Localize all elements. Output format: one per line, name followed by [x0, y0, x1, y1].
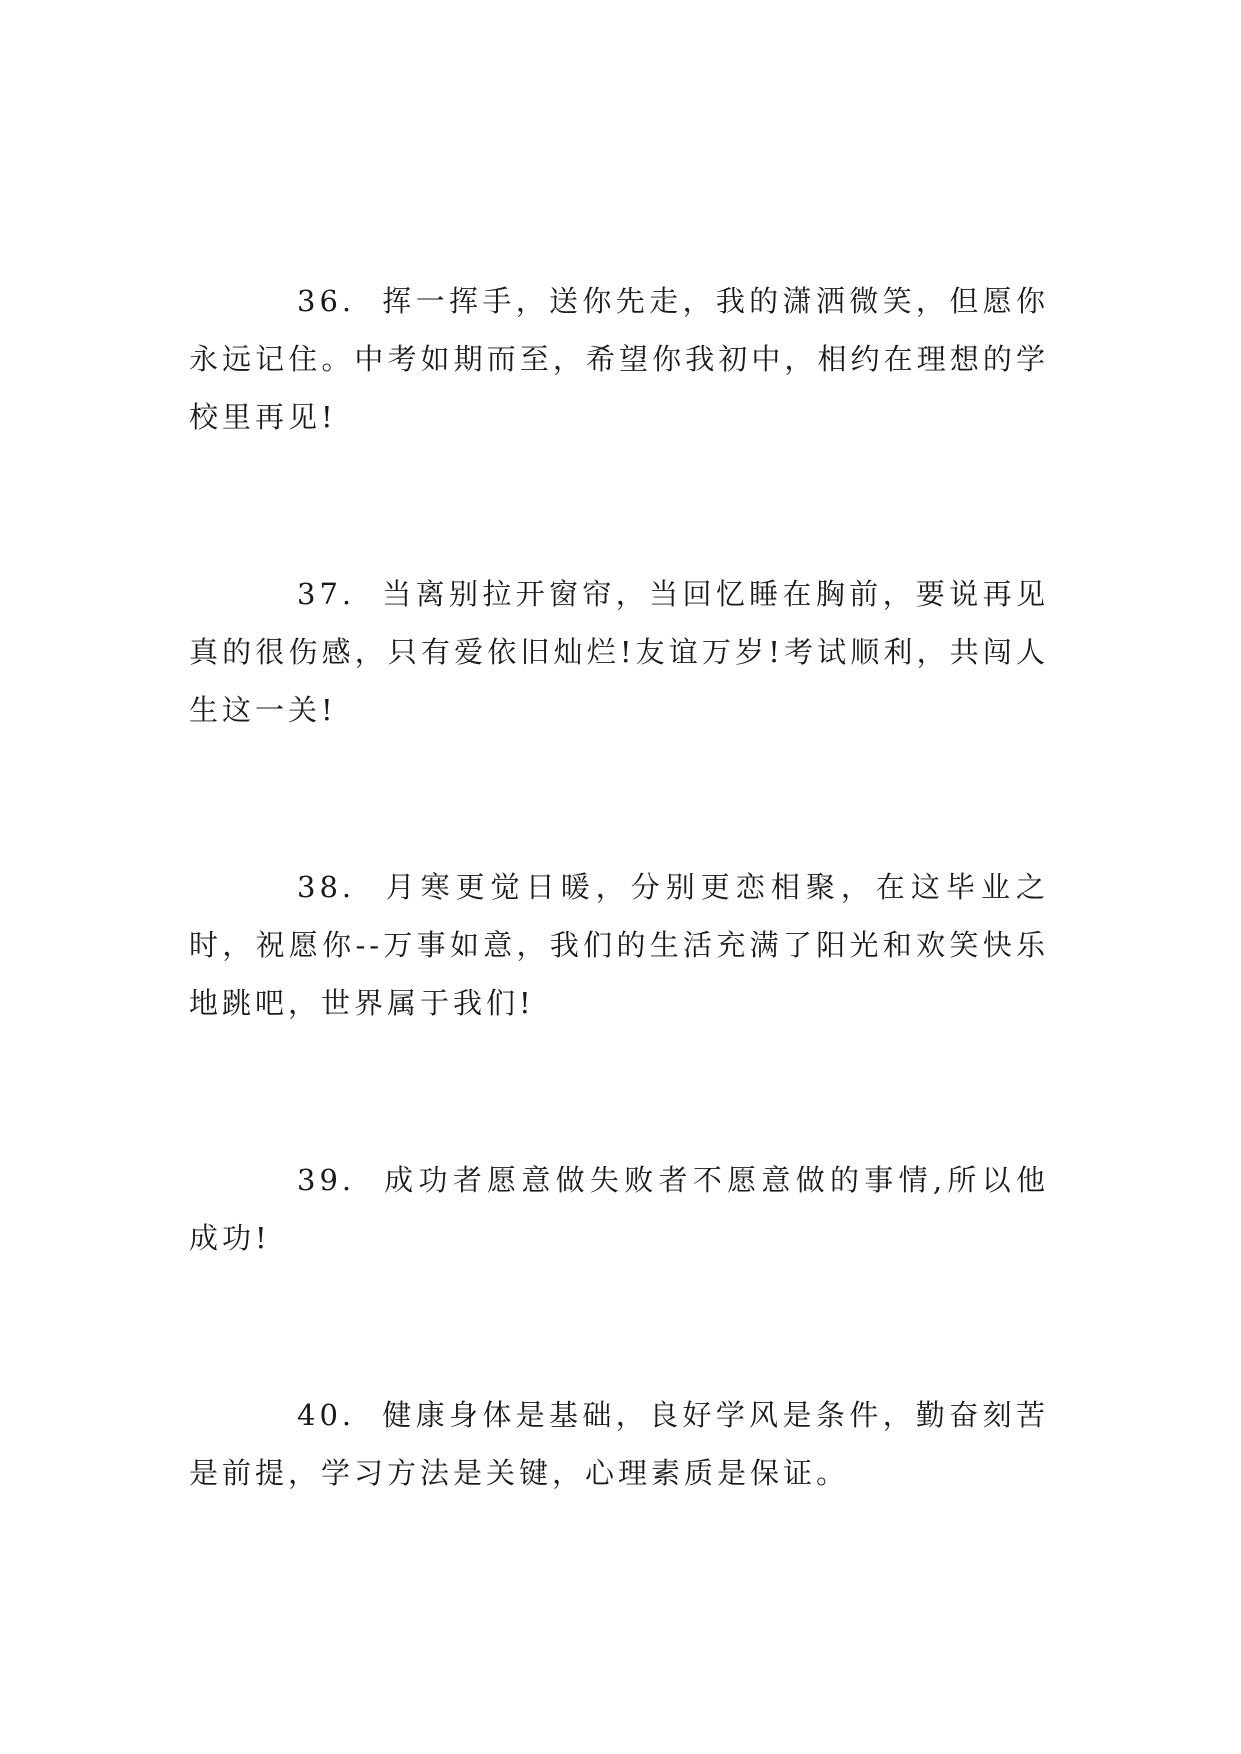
paragraph-37: [189, 565, 1049, 739]
paragraph-text: 健康身体是基础，良好学风是条件，勤奋刻苦是前提，学习方法是关键，心理素质是保证。: [189, 1398, 1049, 1490]
paragraph-text: 挥一挥手，送你先走，我的潇洒微笑，但愿你永远记住。中考如期而至，希望你我初中，相约在理想的学校里再见!: [189, 284, 1049, 434]
paragraph-text: 成功者愿意做失败者不愿意做的事情,所以他成功!: [189, 1163, 1049, 1255]
paragraph-text: 当离别拉开窗帘，当回忆睡在胸前，要说再见真的很伤感，只有爱依旧灿烂!友谊万岁!考试顺利，共闯人生这一关!: [189, 577, 1049, 727]
paragraph-text: 月寒更觉日暖，分别更恋相聚，在这毕业之时，祝愿你--万事如意，我们的生活充满了阳光和欢笑快乐地跳吧，世界属于我们!: [189, 870, 1049, 1020]
paragraph-40: [189, 1386, 1049, 1502]
paragraph-number: 37.: [297, 577, 356, 611]
paragraph-38: [189, 858, 1049, 1032]
paragraph-39: [189, 1151, 1049, 1267]
paragraph-36: [189, 272, 1049, 446]
paragraph-number: 36.: [297, 284, 356, 318]
paragraph-number: 38.: [297, 870, 356, 904]
paragraph-number: 40.: [297, 1398, 356, 1432]
paragraph-number: 39.: [297, 1163, 356, 1197]
